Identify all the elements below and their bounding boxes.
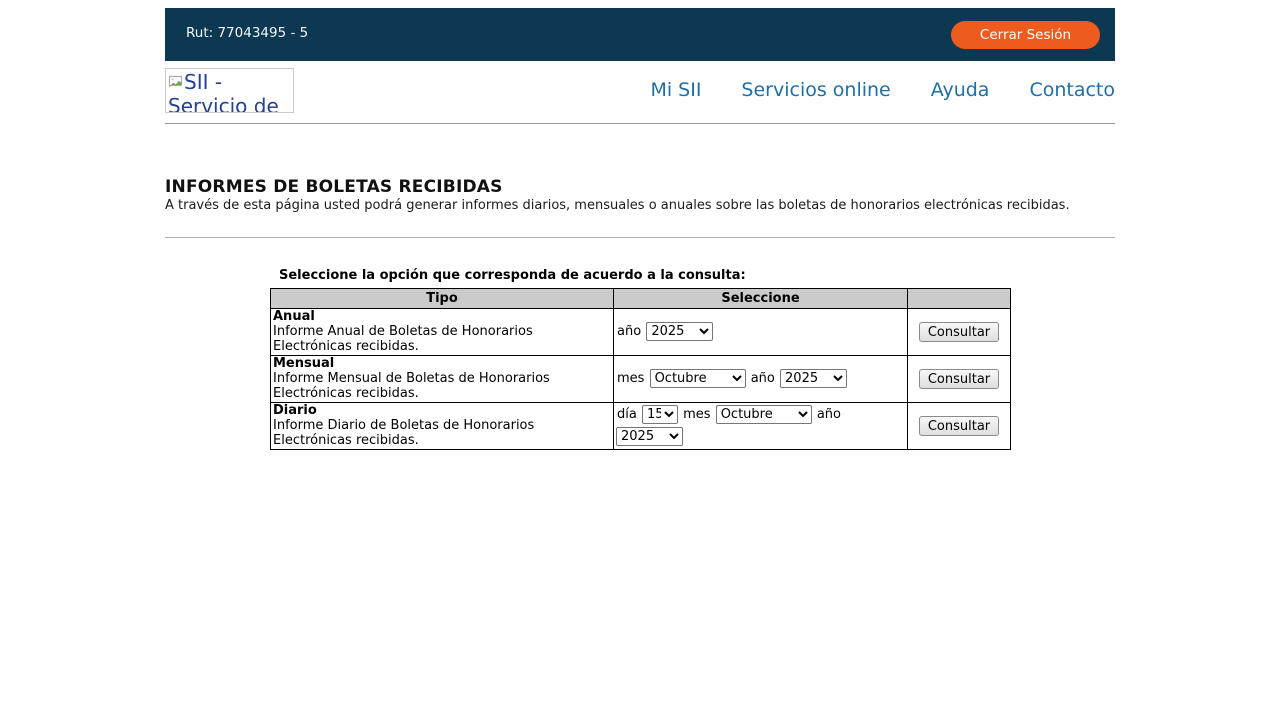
mensual-month-label: mes [617, 371, 645, 386]
nav-contacto[interactable]: Contacto [1029, 79, 1115, 101]
table-caption: Seleccione la opción que corresponda de acuerdo a la consulta: [279, 268, 746, 283]
col-header-seleccione: Seleccione [614, 289, 908, 309]
page-title: INFORMES DE BOLETAS RECIBIDAS [165, 177, 503, 197]
logo-alt-label: SII - Servicio de [168, 70, 279, 113]
anual-type-label: Anual [273, 309, 315, 324]
anual-description: Informe Anual de Boletas de Honorarios Electrónicas recibidas. [273, 324, 533, 354]
mensual-type-label: Mensual [273, 356, 335, 371]
diario-year-label: año [816, 407, 842, 422]
col-header-tipo: Tipo [271, 289, 614, 309]
table-row-diario [271, 403, 1011, 450]
header-divider [165, 123, 1115, 124]
table-row-mensual [271, 356, 1011, 403]
logout-button[interactable]: Cerrar Sesión [951, 21, 1100, 49]
mensual-consultar-button[interactable]: Consultar [919, 369, 999, 389]
diario-year-select[interactable] [616, 427, 683, 446]
diario-description: Informe Diario de Boletas de Honorarios Electrónicas recibidas. [273, 418, 535, 448]
diario-tipo-cell [271, 403, 614, 450]
anual-consultar-button[interactable]: Consultar [919, 322, 999, 342]
mensual-select-cell [614, 356, 908, 403]
mensual-action-cell [908, 356, 1011, 403]
mensual-tipo-cell [271, 356, 614, 403]
page-container [165, 0, 1115, 720]
diario-month-select[interactable] [716, 405, 812, 424]
main-nav [650, 79, 1115, 101]
sii-logo[interactable] [165, 68, 294, 113]
logo-alt-text [168, 70, 279, 113]
reports-table [270, 288, 1011, 450]
diario-consultar-button[interactable]: Consultar [919, 416, 999, 436]
mensual-month-select[interactable] [650, 369, 746, 388]
anual-action-cell [908, 309, 1011, 356]
diario-day-select[interactable] [642, 405, 678, 424]
diario-type-label: Diario [273, 403, 317, 418]
page-description: A través de esta página usted podrá generar informes diarios, mensuales o anuales sobre las boletas de honorarios electrónicas recibidas. [165, 198, 1070, 213]
nav-ayuda[interactable]: Ayuda [930, 79, 990, 101]
content-divider [165, 237, 1115, 238]
rut-label: Rut: 77043495 - 5 [186, 25, 309, 41]
nav-servicios-online[interactable]: Servicios online [741, 79, 891, 101]
broken-image-icon [168, 70, 183, 94]
anual-tipo-cell [271, 309, 614, 356]
mensual-year-select[interactable] [780, 369, 847, 388]
anual-year-select[interactable] [646, 322, 713, 341]
diario-select-cell [614, 403, 908, 450]
diario-action-cell [908, 403, 1011, 450]
nav-mi-sii[interactable]: Mi SII [650, 79, 702, 101]
mensual-description: Informe Mensual de Boletas de Honorarios Electrónicas recibidas. [273, 371, 550, 401]
diario-month-label: mes [683, 407, 711, 422]
table-header-row [271, 289, 1011, 309]
anual-year-label: año [617, 324, 642, 339]
consult-section [270, 268, 1010, 450]
anual-select-cell [614, 309, 908, 356]
table-row-anual [271, 309, 1011, 356]
col-header-action [908, 289, 1011, 309]
diario-day-label: día [617, 407, 637, 422]
topbar [165, 8, 1115, 61]
mensual-year-label: año [750, 371, 775, 386]
